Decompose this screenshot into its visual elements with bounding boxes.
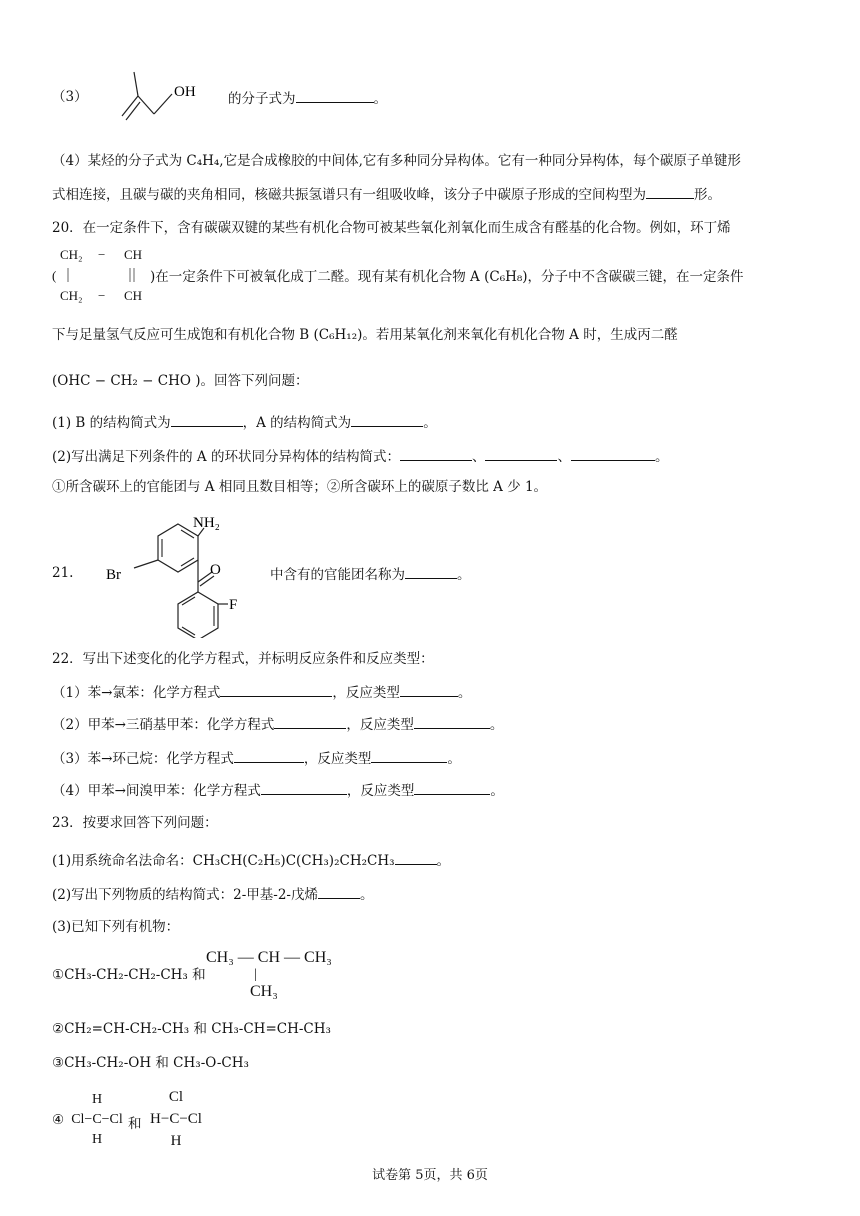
cb-top-left: CH₂: [60, 247, 83, 262]
cb-bot-left: CH₂: [60, 288, 83, 303]
q20-line2: )在一定条件下可被氧化成丁二醛。现有某有机化合物 A (C₆H₈)，分子中不含碳碳三键，在一定条件: [150, 269, 744, 285]
cb-top-dash: −: [98, 247, 106, 262]
oh-label: OH: [174, 84, 196, 100]
q21-answer-blank[interactable]: [405, 564, 457, 579]
q20-line4: (OHC − CH₂ − CHO )。回答下列问题：: [52, 373, 309, 389]
q22-item-4-equation-blank[interactable]: [261, 780, 347, 795]
q22-item-1-text: （1）苯→氯苯：化学方程式: [52, 685, 221, 701]
q21-question: [270, 564, 471, 584]
q20-q2-sep1: 、: [471, 449, 486, 465]
cb-open-paren: (: [52, 268, 57, 283]
q22-item-1: [52, 682, 471, 702]
m1-row: Cl−C−Cl: [71, 1112, 123, 1127]
q22-item-3: [52, 748, 461, 768]
q22-item-2-equation-blank[interactable]: [274, 714, 346, 729]
q20-q2-end: 。: [654, 449, 669, 465]
q22-item-3-type-label: ，反应类型: [303, 751, 372, 767]
q20-q1: [52, 412, 437, 432]
q22-item-2-text: （2）甲苯→三硝基甲苯：化学方程式: [52, 717, 275, 733]
q22-item-3-equation-blank[interactable]: [234, 748, 304, 763]
f-label: F: [229, 597, 238, 613]
dichloromethane-structure-1: [66, 1090, 128, 1150]
q20-line1: 20．在一定条件下，含有碳碳双键的某些有机化合物可被某些氧化剂氧化而生成含有醛基的化合物。例如，环丁烯: [52, 220, 731, 236]
q4-end: 形。: [694, 187, 721, 203]
q21-molecule-structure: [104, 508, 254, 638]
q4-line2: [52, 184, 721, 204]
q22-item-2-type-label: ，反应类型: [346, 717, 414, 733]
nh2-label: NH₂: [193, 515, 220, 531]
q22-item-3-text: （3）苯→环己烷：化学方程式: [52, 751, 234, 767]
q22-title: 22．写出下述变化的化学方程式，并标明反应条件和反应类型：: [52, 651, 434, 667]
q23-item-1: ①CH₃-CH₂-CH₂-CH₃ 和: [52, 967, 206, 983]
q20-q2-blank-2[interactable]: [485, 446, 557, 461]
q20-q2-text: (2)写出满足下列条件的 A 的环状同分异构体的结构简式：: [52, 449, 400, 465]
q4-answer-blank[interactable]: [646, 184, 694, 199]
page-footer: 试卷第 5页，共 6页: [372, 1168, 488, 1183]
q21-end: 。: [457, 567, 471, 583]
q20-q1-text: (1) B 的结构简式为: [52, 415, 171, 431]
o-label: O: [210, 562, 221, 578]
q3-answer-blank[interactable]: [296, 88, 374, 103]
q20-conditions: ①所含碳环上的官能团与 A 相同且数目相等；②所含碳环上的碳原子数比 A 少 1。: [52, 479, 548, 495]
q22-item-1-type-label: ，反应类型: [332, 685, 400, 701]
q23-p3: (3)已知下列有机物：: [52, 919, 180, 935]
methallyl-alcohol-structure: [108, 66, 208, 126]
q22-item-2-type-blank[interactable]: [414, 714, 490, 729]
q3-question: [228, 88, 387, 108]
dichloromethane-structure-2: [142, 1086, 210, 1152]
q22-item-4-type-blank[interactable]: [414, 780, 490, 795]
q21-text: 中含有的官能团名称为: [270, 567, 405, 583]
q22-item-4-type-label: ，反应类型: [346, 783, 415, 799]
q23-title: 23．按要求回答下列问题：: [52, 815, 218, 831]
q3-text: 的分子式为: [228, 91, 296, 107]
q22-item-1-end: 。: [457, 685, 472, 701]
cyclobutene-bonds: [62, 266, 142, 286]
q23-item-4-and: 和: [128, 1116, 142, 1132]
m2-row: H−C−Cl: [150, 1111, 202, 1127]
q20-q1-text2: ，A 的结构简式为: [242, 415, 352, 431]
q20-q1-blank-a[interactable]: [351, 412, 423, 427]
q22-item-3-type-blank[interactable]: [371, 748, 447, 763]
q20-q2-blank-3[interactable]: [571, 446, 655, 461]
q23-p1-blank[interactable]: [395, 850, 437, 865]
q23-p2-text: (2)写出下列物质的结构简式：2-甲基-2-戊烯: [52, 887, 318, 903]
q20-q1-end: 。: [423, 415, 437, 431]
q23-item-4-prefix: ④: [52, 1112, 65, 1128]
m2-h-bot: H: [170, 1133, 182, 1149]
m1-h-bot: H: [91, 1132, 103, 1147]
isobutane-top: CH₃ — CH — CH₃: [206, 949, 332, 966]
q20-line3: 下与足量氢气反应可生成饱和有机化合物 B (C₆H₁₂)。若用某氧化剂来氧化有机化合物 A 时，生成丙二醛: [52, 327, 678, 343]
cb-top-right: CH: [124, 247, 143, 262]
q23-p2: [52, 884, 374, 904]
q22-item-2: [52, 714, 503, 734]
q23-p1: [52, 850, 450, 870]
q4-text: 式相连接，且碳与碳的夹角相同，核磁共振氢谱只有一组吸收峰，该分子中碳原子形成的空间构型为: [52, 187, 646, 203]
q22-item-4-end: 。: [490, 783, 504, 799]
q23-p1-end: 。: [436, 853, 451, 869]
isobutane-bar: |: [254, 967, 257, 982]
q20-q2-sep2: 、: [557, 449, 571, 465]
q4-line1: （4）某烃的分子式为 C₄H₄,它是合成橡胶的中间体,它有多种同分异构体。它有一种同分异构体，每个碳原子单键形: [52, 153, 741, 169]
q20-q2: [52, 446, 668, 466]
q21-number: 21.: [52, 565, 74, 581]
q22-item-1-equation-blank[interactable]: [220, 682, 332, 697]
q23-item-2: ②CH₂=CH-CH₂-CH₃ 和 CH₃-CH=CH-CH₃: [52, 1021, 331, 1037]
cb-bot-right: CH: [124, 288, 143, 303]
q20-q1-blank-b[interactable]: [171, 412, 243, 427]
q23-p2-end: 。: [360, 887, 374, 903]
q20-q2-blank-1[interactable]: [400, 446, 472, 461]
m2-cl-top: Cl: [168, 1089, 184, 1105]
q23-p1-text: (1)用系统命名法命名：CH₃CH(C₂H₅)C(CH₃)₂CH₂CH₃: [52, 853, 395, 869]
cb-bot-dash: −: [98, 288, 106, 303]
q22-item-1-type-blank[interactable]: [400, 682, 458, 697]
q23-item-3: ③CH₃-CH₂-OH 和 CH₃-O-CH₃: [52, 1055, 249, 1071]
q3-line: [52, 88, 88, 106]
br-label: Br: [106, 567, 121, 583]
q22-item-4-text: （4）甲苯→间溴甲苯：化学方程式: [52, 783, 261, 799]
q22-item-4: [52, 780, 504, 800]
q22-item-2-end: 。: [489, 717, 504, 733]
q3-end: 。: [373, 91, 387, 107]
q22-item-3-end: 。: [447, 751, 461, 767]
q23-p2-blank[interactable]: [318, 884, 360, 899]
isobutane-bottom: CH₃: [250, 983, 278, 1000]
q3-label: （3）: [52, 89, 88, 105]
isobutane-structure: [206, 948, 332, 1002]
m1-h-top: H: [91, 1092, 103, 1107]
